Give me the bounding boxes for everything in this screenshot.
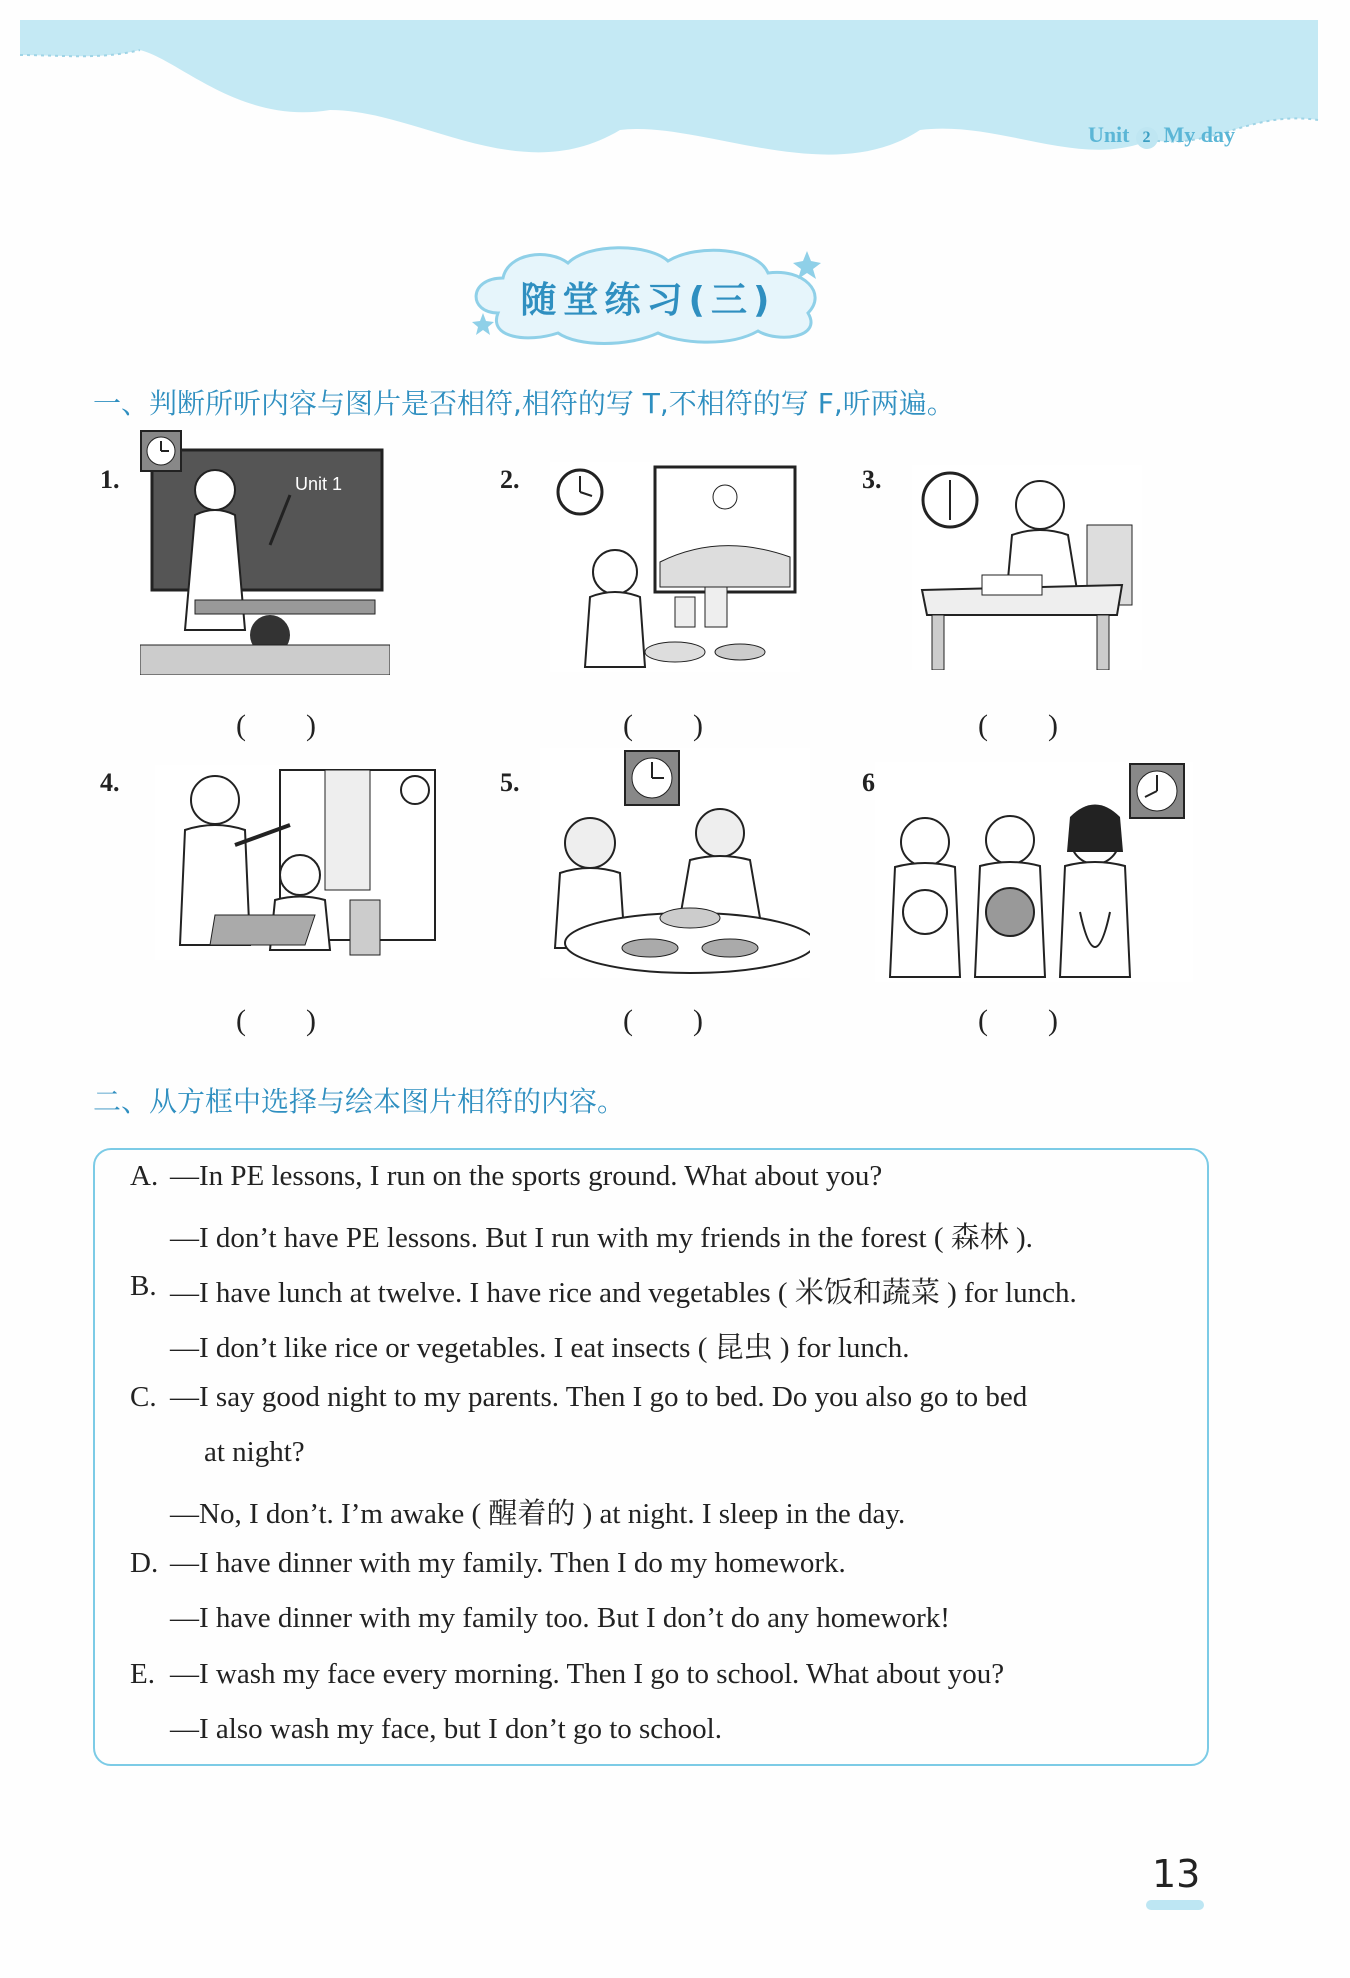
unit-prefix: Unit (1087, 122, 1130, 147)
option-c-letter: C. (130, 1381, 157, 1413)
picture-2-boy-breakfast (550, 462, 800, 672)
option-d-line-2: —I have dinner with my family too. But I don’t do any homework! (170, 1602, 950, 1634)
answer-blank-4[interactable]: ( ) (236, 1004, 316, 1037)
unit-label (1088, 122, 1235, 149)
item-number-6: 6. (862, 768, 882, 797)
option-e-line-2: —I also wash my face, but I don’t go to school. (170, 1713, 722, 1745)
answer-blank-6[interactable]: ( ) (978, 1004, 1058, 1037)
option-b-letter: B. (130, 1270, 157, 1302)
unit-number: 2 (1136, 127, 1158, 149)
item-number-1: 1. (100, 465, 120, 494)
picture-5-grandparents-dinner (540, 748, 810, 978)
answer-blank-2[interactable]: ( ) (623, 709, 703, 742)
option-b-line-1: —I have lunch at twelve. I have rice and vegetables ( 米饭和蔬菜 ) for lunch. (170, 1277, 1077, 1309)
picture-1-teacher-classroom (140, 430, 390, 675)
answer-blank-1[interactable]: ( ) (236, 709, 316, 742)
item-number-4: 4. (100, 768, 120, 797)
option-c-line-3: —No, I don’t. I’m awake ( 醒着的 ) at night. I sleep in the day. (170, 1498, 906, 1530)
answer-blank-5[interactable]: ( ) (623, 1004, 703, 1037)
answer-blank-3[interactable]: ( ) (978, 709, 1058, 742)
option-a-letter: A. (130, 1160, 159, 1192)
item-number-5: 5. (500, 768, 520, 797)
item-number-2: 2. (500, 465, 520, 494)
option-d-letter: D. (130, 1547, 159, 1579)
option-e-letter: E. (130, 1658, 155, 1690)
page-number-underline (1146, 1900, 1204, 1910)
option-e-line-1: —I wash my face every morning. Then I go to school. What about you? (170, 1658, 1005, 1690)
option-c-line-1: —I say good night to my parents. Then I go to bed. Do you also go to bed (170, 1381, 1028, 1413)
option-d-line-1: —I have dinner with my family. Then I do my homework. (170, 1547, 846, 1579)
option-c-line-2: at night? (204, 1436, 305, 1468)
section1-heading: 一、判断所听内容与图片是否相符,相符的写 T,不相符的写 F,听两遍。 (93, 387, 955, 420)
page-number: 13 (1152, 1852, 1201, 1896)
picture-6-children-balls (875, 762, 1193, 982)
section2-heading: 二、从方框中选择与绘本图片相符的内容。 (93, 1085, 626, 1118)
item-number-3: 3. (862, 465, 882, 494)
exercise-title: 随堂练习(三) (520, 280, 776, 321)
unit-title: My day (1163, 122, 1235, 147)
picture-3-boy-desk (912, 465, 1142, 670)
option-b-line-2: —I don’t like rice or vegetables. I eat insects ( 昆虫 ) for lunch. (170, 1332, 910, 1364)
option-a-line-1: —In PE lessons, I run on the sports ground. What about you? (170, 1160, 883, 1192)
option-a-line-2: —I don’t have PE lessons. But I run with my friends in the forest ( 森林 ). (170, 1222, 1033, 1254)
picture-4-teacher-student (155, 765, 440, 960)
board-text: Unit 1 (295, 474, 343, 494)
